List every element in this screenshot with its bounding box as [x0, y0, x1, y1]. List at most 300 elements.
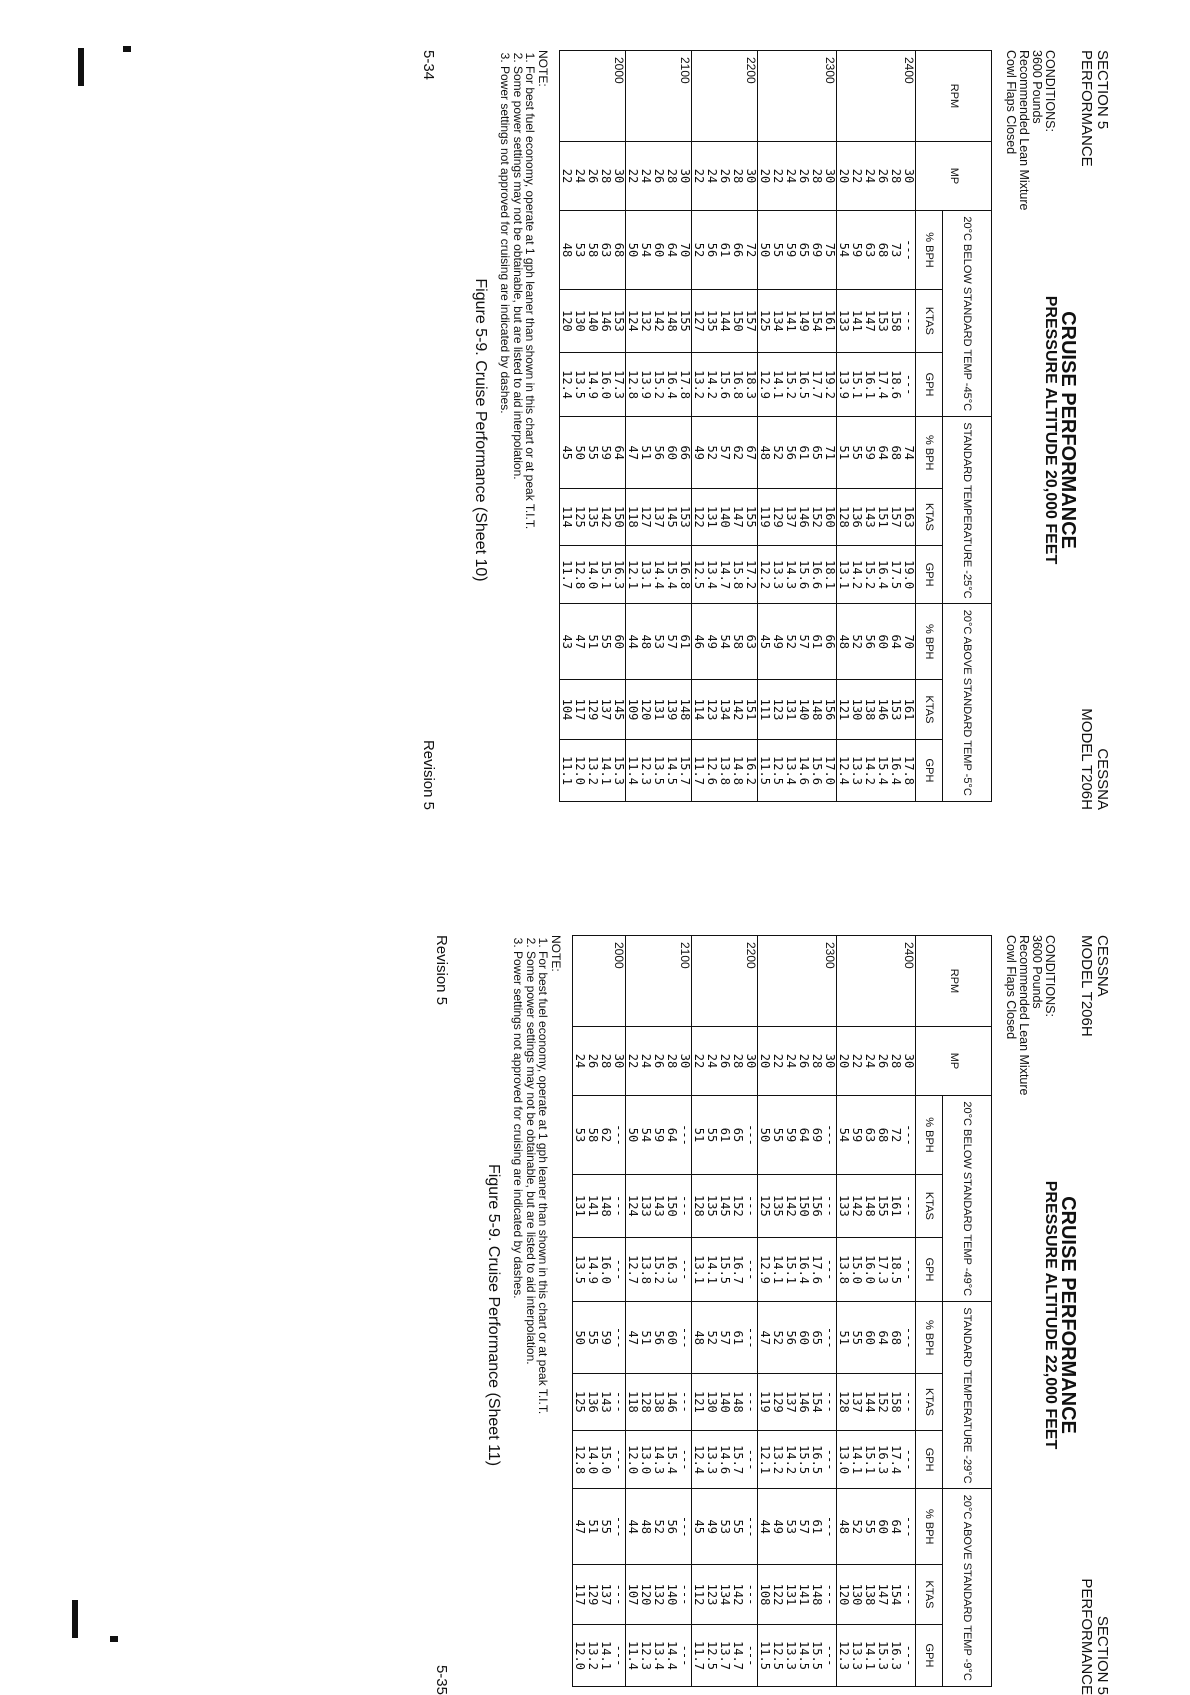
- value: 150: [731, 310, 745, 332]
- value: 61: [810, 1519, 824, 1534]
- value: 12.5: [771, 1641, 785, 1670]
- value: 146: [797, 506, 811, 528]
- chart-altitude: PRESSURE ALTITUDE 20,000 FEET: [1042, 295, 1059, 565]
- value: 117: [573, 698, 587, 721]
- value: 30: [612, 168, 626, 184]
- value: 61: [678, 634, 692, 649]
- value: 120: [639, 698, 653, 721]
- value: 66: [823, 634, 837, 649]
- value: 55: [731, 1519, 745, 1534]
- header-gph: GPH: [916, 545, 943, 604]
- cell-b-ktas: [626, 290, 692, 353]
- value: 148: [665, 310, 679, 332]
- value: 65: [810, 1330, 824, 1345]
- value: 160: [823, 506, 837, 528]
- value: 143: [652, 1195, 666, 1217]
- cell-a-bph: [758, 1489, 837, 1565]
- value: 11.1: [560, 756, 574, 785]
- value: 129: [771, 506, 785, 528]
- value: 47: [626, 445, 640, 460]
- value: 121: [692, 1391, 706, 1413]
- cell-b-bph: [758, 1096, 837, 1175]
- value: 153: [889, 698, 903, 721]
- value: 11.7: [692, 1641, 706, 1670]
- value: ---: [902, 373, 916, 396]
- value: 16.4: [889, 756, 903, 785]
- cell-mp: [758, 142, 837, 211]
- value: ---: [744, 1515, 758, 1538]
- cell-s-gph: [692, 545, 758, 604]
- value: 123: [705, 698, 719, 721]
- value: 15.0: [599, 1445, 613, 1475]
- cell-a-bph: [837, 604, 916, 680]
- value: 129: [771, 1391, 785, 1413]
- value: 26: [876, 168, 890, 184]
- value: 48: [560, 242, 574, 258]
- note-title: NOTE:: [536, 50, 550, 87]
- value: 55: [850, 1330, 864, 1345]
- value: 55: [599, 1519, 613, 1534]
- value: ---: [744, 1258, 758, 1281]
- page-number: 5-34: [420, 50, 437, 81]
- value: 13.4: [705, 560, 719, 590]
- figure-caption: Figure 5-9. Cruise Performance (Sheet 11): [485, 1163, 502, 1467]
- header-bph: % BPH: [916, 1302, 943, 1374]
- value: 146: [665, 1391, 679, 1413]
- value: 28: [599, 168, 613, 184]
- model-heading: [1078, 708, 1110, 810]
- value: 124: [626, 1195, 640, 1217]
- value: ---: [902, 1391, 916, 1413]
- cell-s-gph: [692, 1430, 758, 1489]
- value: 64: [876, 445, 890, 460]
- value: 61: [810, 634, 824, 649]
- value: 53: [573, 242, 587, 258]
- cell-a-bph: [626, 1489, 692, 1565]
- value: 125: [758, 310, 772, 332]
- value: 154: [889, 1583, 903, 1606]
- value: 12.8: [626, 370, 640, 400]
- value: 131: [652, 698, 666, 721]
- sheet-22000-feet: [50, 935, 1110, 1695]
- cell-mp: [573, 1027, 626, 1096]
- rpm-group-row: [626, 51, 692, 802]
- value: 149: [797, 310, 811, 332]
- value: 52: [652, 1519, 666, 1534]
- chart-title: CRUISE PERFORMANCE: [1057, 311, 1079, 549]
- cell-b-bph: [626, 211, 692, 290]
- value: 61: [731, 1330, 745, 1345]
- value: 55: [771, 1127, 785, 1143]
- value: 69: [810, 242, 824, 258]
- value: 17.4: [889, 1445, 903, 1475]
- value: 58: [586, 242, 600, 258]
- value: 14.6: [718, 1445, 732, 1475]
- value: 48: [639, 1519, 653, 1534]
- value: 30: [612, 1053, 626, 1069]
- value: ---: [744, 1326, 758, 1349]
- value: 146: [876, 698, 890, 721]
- value: 16.1: [863, 370, 877, 400]
- value: 128: [692, 1195, 706, 1217]
- sheet-20000-feet: [50, 50, 1110, 810]
- value: 17.2: [744, 560, 758, 590]
- value: 145: [612, 698, 626, 721]
- value: ---: [744, 1124, 758, 1146]
- cell-s-gph: [758, 1430, 837, 1489]
- value: 137: [784, 506, 798, 528]
- value: 125: [758, 1195, 772, 1217]
- value: 28: [810, 168, 824, 184]
- value: 128: [837, 1391, 851, 1413]
- value: ---: [678, 1195, 692, 1217]
- value: 141: [850, 310, 864, 332]
- value: 16.3: [612, 560, 626, 590]
- cell-a-bph: [837, 1489, 916, 1565]
- value: 55: [586, 445, 600, 460]
- cell-b-ktas: [758, 1175, 837, 1238]
- cell-s-bph: [560, 417, 626, 489]
- value: 56: [652, 1330, 666, 1345]
- cell-b-bph: [692, 211, 758, 290]
- value: 120: [560, 310, 574, 332]
- value: 44: [626, 634, 640, 649]
- value: 14.6: [797, 756, 811, 785]
- value: 50: [573, 1330, 587, 1345]
- value: 15.1: [784, 1255, 798, 1285]
- value: 48: [758, 445, 772, 460]
- header-below-std: 20°C BELOW STANDARD TEMP -45°C: [943, 211, 992, 417]
- value: 64: [665, 1127, 679, 1143]
- value: 14.5: [797, 1641, 811, 1670]
- value: 138: [863, 1583, 877, 1606]
- value: 15.6: [810, 756, 824, 785]
- value: 13.2: [771, 1445, 785, 1475]
- value: 12.5: [705, 1641, 719, 1670]
- cell-b-gph: [692, 352, 758, 417]
- header-ktas: KTAS: [916, 1175, 943, 1238]
- value: 119: [758, 1391, 772, 1413]
- value: 137: [784, 1391, 798, 1413]
- value: 51: [692, 1127, 706, 1143]
- value: 57: [797, 634, 811, 649]
- cell-b-gph: [758, 1237, 837, 1302]
- value: 14.4: [665, 1641, 679, 1670]
- value: 137: [599, 698, 613, 721]
- cell-a-gph: [573, 1624, 626, 1686]
- conditions-mixture: Recommended Lean Mixture: [1017, 935, 1031, 1096]
- value: 16.2: [744, 756, 758, 785]
- value: 142: [731, 1583, 745, 1606]
- value: 48: [837, 1519, 851, 1534]
- value: 56: [652, 445, 666, 460]
- header-below-std: 20°C BELOW STANDARD TEMP -49°C: [943, 1096, 992, 1302]
- value: 16.4: [665, 370, 679, 400]
- value: 59: [850, 242, 864, 258]
- model-label: MODEL T206H: [1078, 935, 1095, 1037]
- value: 54: [837, 1127, 851, 1143]
- value: 119: [758, 506, 772, 528]
- header-std: STANDARD TEMPERATURE -25°C: [943, 417, 992, 604]
- value: 134: [718, 698, 732, 721]
- value: 13.2: [692, 370, 706, 400]
- note-title: NOTE:: [549, 935, 563, 972]
- value: 52: [850, 634, 864, 649]
- value: 16.4: [876, 560, 890, 590]
- value: 124: [626, 310, 640, 332]
- value: ---: [744, 1583, 758, 1606]
- value: 43: [560, 634, 574, 649]
- value: 20: [837, 168, 851, 184]
- value: ---: [902, 1583, 916, 1606]
- value: ---: [612, 1583, 626, 1606]
- value: 141: [586, 1195, 600, 1217]
- value: 60: [612, 634, 626, 649]
- value: 47: [758, 1330, 772, 1345]
- value: 120: [837, 1583, 851, 1606]
- value: 153: [612, 310, 626, 332]
- value: 138: [652, 1391, 666, 1413]
- value: 45: [560, 445, 574, 460]
- value: 52: [705, 1330, 719, 1345]
- value: 11.7: [692, 756, 706, 785]
- value: 53: [784, 1519, 798, 1534]
- value: 20: [837, 1053, 851, 1069]
- value: 64: [612, 445, 626, 460]
- section-label: SECTION 5: [1094, 50, 1111, 130]
- value: ---: [823, 1583, 837, 1606]
- cell-b-ktas: [692, 1175, 758, 1238]
- cell-a-ktas: [837, 1565, 916, 1625]
- value: 146: [797, 1391, 811, 1413]
- value: 56: [863, 634, 877, 649]
- value: 55: [850, 445, 864, 460]
- value: 13.5: [573, 1255, 587, 1285]
- value: 71: [823, 445, 837, 460]
- value: 59: [784, 1127, 798, 1143]
- cell-b-ktas: [758, 290, 837, 353]
- value: 50: [573, 445, 587, 460]
- value: 151: [744, 698, 758, 721]
- value: 49: [705, 634, 719, 649]
- value: 57: [718, 445, 732, 460]
- cell-mp: [692, 142, 758, 211]
- value: 15.1: [863, 1445, 877, 1475]
- value: 56: [784, 445, 798, 460]
- value: 48: [692, 1330, 706, 1345]
- value: 122: [692, 506, 706, 528]
- value: 17.3: [612, 370, 626, 400]
- value: ---: [612, 1391, 626, 1413]
- value: 128: [837, 506, 851, 528]
- value: ---: [902, 1326, 916, 1349]
- value: ---: [744, 1448, 758, 1471]
- value: 12.9: [758, 1255, 772, 1285]
- value: 26: [652, 168, 666, 184]
- value: 26: [718, 1053, 732, 1069]
- value: 140: [586, 310, 600, 332]
- header-rpm: RPM: [916, 51, 992, 142]
- cell-a-gph: [837, 739, 916, 801]
- cell-a-bph: [692, 1489, 758, 1565]
- value: 64: [665, 242, 679, 258]
- header-ktas: KTAS: [916, 680, 943, 740]
- cell-s-bph: [692, 1302, 758, 1374]
- value: 13.4: [784, 756, 798, 785]
- value: 152: [876, 1391, 890, 1413]
- section-heading: [1078, 1578, 1110, 1695]
- value: ---: [902, 239, 916, 261]
- value: ---: [612, 1515, 626, 1538]
- cell-a-ktas: [692, 680, 758, 740]
- cell-a-bph: [692, 604, 758, 680]
- cell-a-bph: [626, 604, 692, 680]
- value: 153: [678, 506, 692, 528]
- value: 49: [705, 1519, 719, 1534]
- value: 63: [863, 242, 877, 258]
- value: 13.8: [718, 756, 732, 785]
- value: 148: [731, 1391, 745, 1413]
- value: 16.0: [599, 1255, 613, 1285]
- value: 13.5: [573, 370, 587, 400]
- value: 156: [823, 698, 837, 721]
- value: 64: [889, 634, 903, 649]
- value: 156: [810, 1195, 824, 1217]
- value: 133: [837, 310, 851, 332]
- value: 47: [573, 1519, 587, 1534]
- cell-b-ktas: [626, 1175, 692, 1238]
- value: 157: [889, 506, 903, 528]
- value: 12.0: [573, 756, 587, 785]
- value: 13.9: [837, 370, 851, 400]
- value: 51: [586, 1519, 600, 1534]
- cell-s-bph: [758, 417, 837, 489]
- value: 70: [678, 242, 692, 258]
- value: 14.3: [784, 560, 798, 590]
- value: 60: [665, 1330, 679, 1345]
- value: 144: [863, 1391, 877, 1413]
- cell-a-gph: [626, 1624, 692, 1686]
- value: ---: [902, 1644, 916, 1667]
- section-heading: [1078, 50, 1110, 167]
- value: 117: [573, 1583, 587, 1606]
- value: 64: [797, 1127, 811, 1143]
- cell-a-ktas: [692, 1565, 758, 1625]
- value: 15.2: [863, 560, 877, 590]
- chart-title: CRUISE PERFORMANCE: [1057, 1196, 1079, 1434]
- cell-b-ktas: [573, 1175, 626, 1238]
- value: 26: [797, 1053, 811, 1069]
- cell-a-gph: [758, 1624, 837, 1686]
- header-above-std: 20°C ABOVE STANDARD TEMP -9°C: [943, 1489, 992, 1687]
- value: 74: [902, 445, 916, 460]
- page-header: [1070, 935, 1110, 1695]
- value: 15.2: [652, 1255, 666, 1285]
- value: 22: [771, 1053, 785, 1069]
- value: 62: [731, 445, 745, 460]
- figure-caption: Figure 5-9. Cruise Performance (Sheet 10): [472, 278, 489, 582]
- cell-s-gph: [837, 1430, 916, 1489]
- value: 14.9: [586, 1255, 600, 1285]
- value: 152: [731, 1195, 745, 1217]
- value: 17.3: [876, 1255, 890, 1285]
- cell-a-ktas: [837, 680, 916, 740]
- value: 48: [639, 634, 653, 649]
- cell-s-ktas: [692, 1374, 758, 1431]
- value: 28: [889, 1053, 903, 1069]
- value: 127: [692, 310, 706, 332]
- cell-s-bph: [758, 1302, 837, 1374]
- value: 123: [705, 1583, 719, 1606]
- rpm-group-row: [837, 936, 916, 1687]
- value: 51: [639, 445, 653, 460]
- value: 60: [876, 634, 890, 649]
- value: 50: [626, 242, 640, 258]
- value: 57: [665, 634, 679, 649]
- value: 49: [771, 1519, 785, 1534]
- value: ---: [678, 1124, 692, 1146]
- rpm-cell: 2000: [573, 936, 626, 1027]
- value: 11.7: [560, 560, 574, 590]
- value: 14.2: [784, 1445, 798, 1475]
- value: 139: [665, 698, 679, 721]
- value: 15.1: [599, 560, 613, 590]
- value: ---: [902, 1258, 916, 1281]
- value: 17.5: [889, 560, 903, 590]
- value: 151: [876, 506, 890, 528]
- value: 133: [639, 1195, 653, 1217]
- value: 24: [573, 1053, 587, 1069]
- value: 14.1: [705, 1255, 719, 1285]
- cell-b-gph: [626, 1237, 692, 1302]
- value: 12.4: [560, 370, 574, 400]
- cell-a-gph: [837, 1624, 916, 1686]
- note-item: 2. Some power settings may not be obtainable, but are listed to aid interpolation.: [512, 66, 525, 810]
- value: 136: [850, 506, 864, 528]
- value: 131: [573, 1195, 587, 1217]
- value: 15.6: [797, 560, 811, 590]
- value: ---: [678, 1515, 692, 1538]
- cell-s-gph: [626, 1430, 692, 1489]
- cell-s-gph: [837, 545, 916, 604]
- value: 136: [586, 1391, 600, 1413]
- value: ---: [902, 310, 916, 332]
- cell-a-bph: [560, 604, 626, 680]
- header-ktas: KTAS: [916, 489, 943, 546]
- header-gph: GPH: [916, 739, 943, 801]
- value: 15.5: [797, 1445, 811, 1475]
- value: 24: [639, 1053, 653, 1069]
- value: 138: [863, 698, 877, 721]
- cell-mp: [837, 142, 916, 211]
- value: 18.5: [889, 1255, 903, 1285]
- value: 13.0: [837, 1445, 851, 1475]
- cell-a-ktas: [758, 680, 837, 740]
- rpm-cell: 2000: [560, 51, 626, 142]
- value: 134: [718, 1583, 732, 1606]
- value: ---: [744, 1644, 758, 1667]
- value: 22: [626, 1053, 640, 1069]
- value: 26: [652, 1053, 666, 1069]
- value: 16.0: [599, 370, 613, 400]
- cell-b-bph: [837, 1096, 916, 1175]
- cell-b-gph: [758, 352, 837, 417]
- maker-label: CESSNA: [1094, 935, 1111, 997]
- value: 15.7: [731, 1445, 745, 1475]
- cell-s-ktas: [692, 489, 758, 546]
- value: 16.0: [863, 1255, 877, 1285]
- value: 55: [771, 242, 785, 258]
